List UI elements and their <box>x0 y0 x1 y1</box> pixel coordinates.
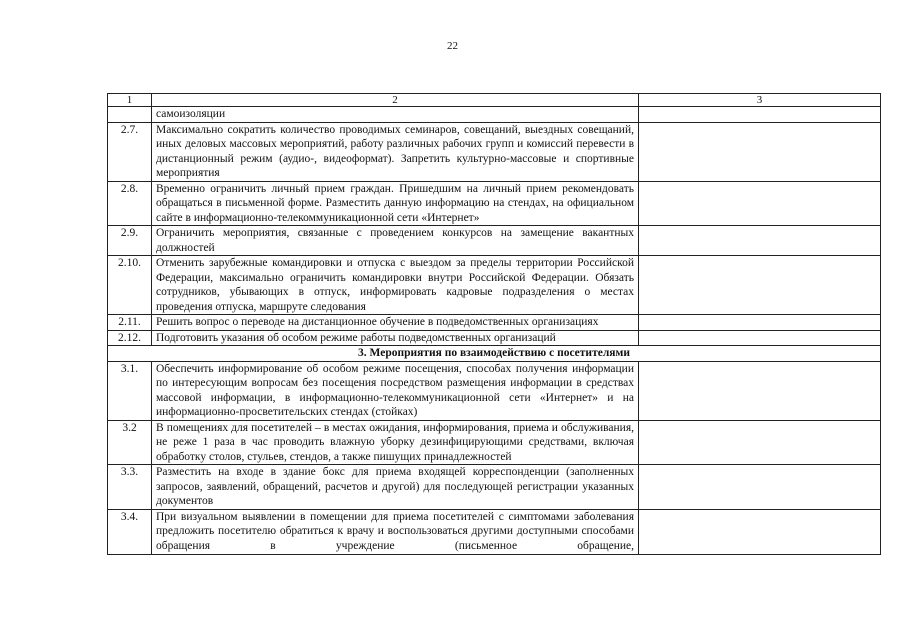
row-col-3 <box>639 509 881 554</box>
row-number: 2.12. <box>108 330 152 346</box>
row-number: 3.1. <box>108 361 152 420</box>
table-row <box>108 226 881 256</box>
measures-table <box>107 93 881 555</box>
table-row <box>108 315 881 331</box>
table-row <box>108 465 881 510</box>
row-text: Отменить зарубежные командировки и отпуска с выездом за пределы территории Российской Федерации, максимально ограничить командировки внутри Российской Федерации. Обязать сотрудников, убывающих в отпуск, информировать кадровые подразделения о местах проведения отпуска, маршруте следования <box>152 256 639 315</box>
table-row <box>108 509 881 554</box>
row-number: 2.8. <box>108 181 152 226</box>
row-number <box>108 107 152 123</box>
row-col-3 <box>639 315 881 331</box>
table-row <box>108 122 881 181</box>
row-col-3 <box>639 330 881 346</box>
row-text: Ограничить мероприятия, связанные с проведением конкурсов на замещение вакантных должностей <box>152 226 639 256</box>
section-title: 3. Мероприятия по взаимодействию с посетителями <box>108 346 881 362</box>
row-text: Решить вопрос о переводе на дистанционное обучение в подведомственных организациях <box>152 315 639 331</box>
table-row <box>108 420 881 465</box>
table-row <box>108 107 881 123</box>
row-number: 3.3. <box>108 465 152 510</box>
row-col-3 <box>639 361 881 420</box>
section-heading-row <box>108 346 881 362</box>
row-col-3 <box>639 226 881 256</box>
row-text: В помещениях для посетителей – в местах ожидания, информирования, приема и обслуживания, не реже 1 раза в час проводить влажную уборку дезинфицирующими средствами, включая обработку столов, стульев, стендов, а также пишущих принадлежностей <box>152 420 639 465</box>
row-number: 3.2 <box>108 420 152 465</box>
row-col-3 <box>639 107 881 123</box>
row-text: Временно ограничить личный прием граждан. Пришедшим на личный прием рекомендовать обращаться в письменной форме. Разместить данную информацию на стендах, на официальном сайте в информационно-телекоммуникационной сети «Интернет» <box>152 181 639 226</box>
table-row <box>108 361 881 420</box>
page-number: 22 <box>447 40 458 52</box>
header-col-2: 2 <box>152 94 639 107</box>
row-col-3 <box>639 122 881 181</box>
row-number: 2.9. <box>108 226 152 256</box>
row-number: 2.11. <box>108 315 152 331</box>
table-row <box>108 330 881 346</box>
header-col-1: 1 <box>108 94 152 107</box>
row-number: 2.7. <box>108 122 152 181</box>
row-number: 3.4. <box>108 509 152 554</box>
row-text: Максимально сократить количество проводимых семинаров, совещаний, выездных совещаний, иных деловых массовых мероприятий, работу различных рабочих групп и комиссий перевести в дистанционный режим (аудио-, видеоформат). Запретить культурно-массовые и спортивные мероприятия <box>152 122 639 181</box>
row-text: самоизоляции <box>152 107 639 123</box>
header-col-3: 3 <box>639 94 881 107</box>
row-col-3 <box>639 420 881 465</box>
row-text: Разместить на входе в здание бокс для приема входящей корреспонденции (заполненных запросов, заявлений, обращений, расчетов и другой) для последующей регистрации указанных документов <box>152 465 639 510</box>
table-row <box>108 256 881 315</box>
table-header-row <box>108 94 881 107</box>
row-col-3 <box>639 256 881 315</box>
row-text-cell <box>152 509 639 554</box>
row-text: При визуальном выявлении в помещении для приема посетителей с симптомами заболевания предложить посетителю обратиться к врачу и воспользоваться другими доступными способами обращения в учреждение (письменное обращение, <box>156 510 634 552</box>
row-number: 2.10. <box>108 256 152 315</box>
table-row <box>108 181 881 226</box>
row-text: Подготовить указания об особом режиме работы подведомственных организаций <box>152 330 639 346</box>
row-col-3 <box>639 181 881 226</box>
row-text: Обеспечить информирование об особом режиме посещения, способах получения информации по интересующим вопросам без посещения посредством размещения информации в средствах массовой информации, в информационно-телекоммуникационной сети «Интернет» и на информационно-просветительских стендах (стойках) <box>152 361 639 420</box>
row-col-3 <box>639 465 881 510</box>
